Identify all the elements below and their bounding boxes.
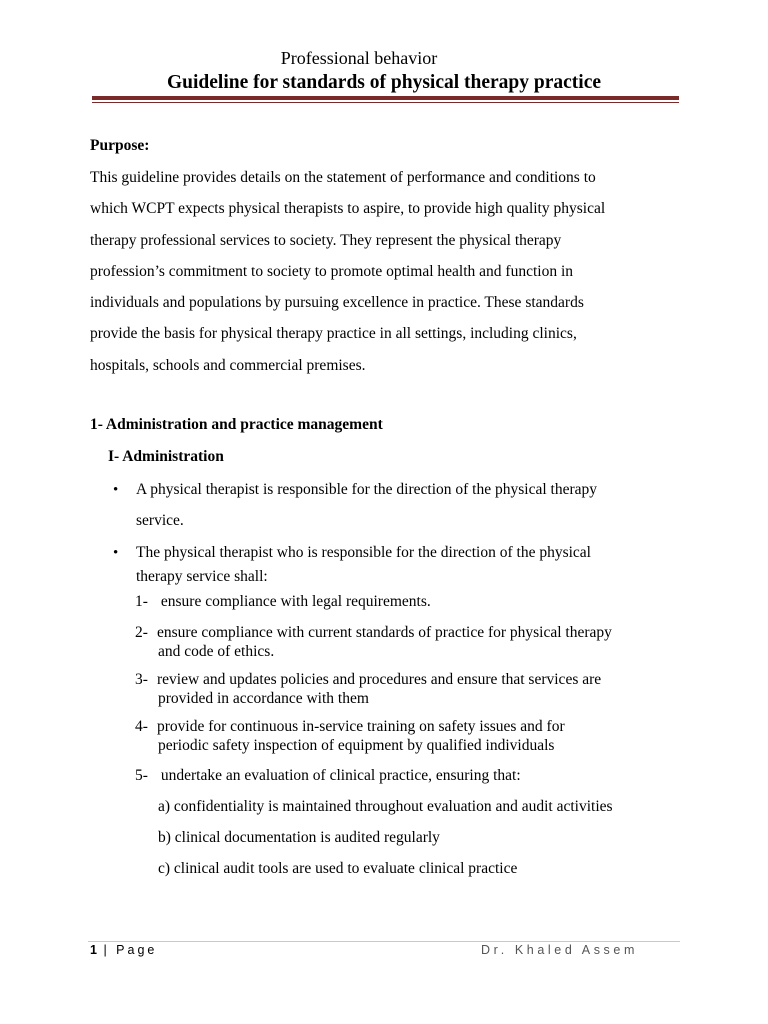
list-item <box>135 624 695 661</box>
list-item-cont: provided in accordance with them <box>158 690 369 707</box>
list-item <box>135 767 695 785</box>
purpose-line: This guideline provides details on the statement of performance and conditions to <box>90 169 596 186</box>
sub-list-item: a) confidentiality is maintained throughout evaluation and audit activities <box>158 798 613 815</box>
list-item-number: 3- <box>135 671 148 688</box>
purpose-line: therapy professional services to society. They represent the physical therapy <box>90 231 562 249</box>
bullet-item-cont: service. <box>136 512 184 529</box>
list-item-text: provide for continuous in-service training on safety issues and for <box>157 718 565 735</box>
section-heading: 1- Administration and practice management <box>90 416 383 433</box>
list-item-number: 5- <box>135 767 148 784</box>
footer-divider <box>88 941 680 942</box>
list-item-text: ensure compliance with current standards of practice for physical therapy <box>157 624 612 641</box>
purpose-line: provide the basis for physical therapy practice in all settings, including clinics, <box>90 325 577 343</box>
list-item-cont: and code of ethics. <box>158 643 275 660</box>
list-item <box>135 593 695 611</box>
page-label: | Page <box>103 943 158 957</box>
header-rule-thin <box>92 102 679 103</box>
purpose-label: Purpose: <box>90 137 150 154</box>
header-subtitle: Professional behavior <box>280 48 438 68</box>
list-item-text: ensure compliance with legal requirements. <box>160 593 431 610</box>
bullet-item: The physical therapist who is responsible for the direction of the physical <box>136 544 591 561</box>
purpose-line: individuals and populations by pursuing excellence in practice. These standards <box>90 294 584 312</box>
bullet-icon: • <box>113 482 119 498</box>
list-item-cont: periodic safety inspection of equipment by qualified individuals <box>158 737 555 754</box>
subsection-heading: I- Administration <box>108 448 224 465</box>
bullet-item: A physical therapist is responsible for the direction of the physical therapy <box>136 481 598 498</box>
bullet-icon: • <box>113 545 119 561</box>
purpose-line: which WCPT expects physical therapists to aspire, to provide high quality physical <box>90 200 606 218</box>
list-item <box>135 718 695 755</box>
page-number: 1 <box>90 943 97 957</box>
list-item-text: undertake an evaluation of clinical practice, ensuring that: <box>160 767 521 784</box>
list-item-text: review and updates policies and procedures and ensure that services are <box>157 671 602 688</box>
footer-page-indicator <box>90 943 157 957</box>
list-item-number: 4- <box>135 718 148 735</box>
list-item <box>135 671 695 708</box>
bullet-item-cont: therapy service shall: <box>136 568 268 585</box>
purpose-line: profession’s commitment to society to promote optimal health and function in <box>90 262 573 280</box>
purpose-section <box>90 130 690 381</box>
sub-list-item: c) clinical audit tools are used to evaluate clinical practice <box>158 860 518 877</box>
list-item-number: 2- <box>135 624 148 641</box>
header-rule-thick <box>92 96 679 100</box>
list-item-number: 1- <box>135 593 148 610</box>
document-title: Guideline for standards of physical therapy practice <box>166 72 602 93</box>
footer-author: Dr. Khaled Assem <box>481 943 638 957</box>
purpose-line: hospitals, schools and commercial premises. <box>90 356 366 374</box>
sub-list-item: b) clinical documentation is audited regularly <box>158 829 440 846</box>
